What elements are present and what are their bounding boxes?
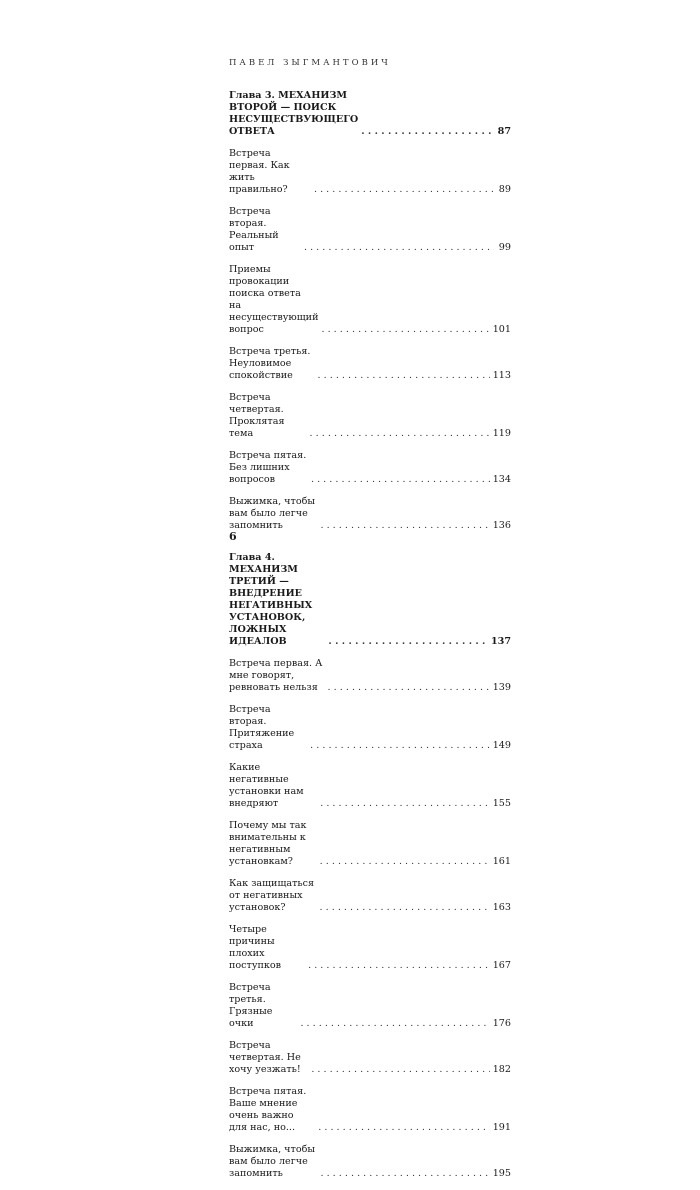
toc-entry-line: Встреча первая. А мне говорят, ревновать нельзя — [229, 658, 323, 693]
toc-entry-title — [229, 206, 301, 254]
toc-entry — [229, 450, 511, 486]
leader-dots — [300, 1018, 489, 1030]
toc-page-number: 155 — [492, 798, 511, 809]
toc-entry-title — [229, 90, 358, 138]
leader-dots — [320, 1168, 489, 1180]
leader-dots — [304, 242, 494, 254]
leader-dots — [361, 126, 494, 138]
leader-dots — [318, 1122, 489, 1134]
leader-dots — [328, 682, 490, 694]
toc-entry-title — [229, 878, 317, 914]
leader-dots — [320, 798, 489, 810]
leader-dots — [320, 520, 489, 532]
leader-dots — [310, 428, 490, 440]
toc-entry-line: Встреча третья. Неуловимое спокойствие — [229, 346, 311, 381]
leader-dots — [320, 902, 490, 914]
toc-entry-line: Приемы провокации поиска ответа — [229, 264, 301, 299]
leader-dots — [311, 1064, 489, 1076]
toc-page-number: 134 — [492, 474, 511, 485]
toc-entry — [229, 1144, 511, 1180]
toc-entry-title — [229, 658, 325, 694]
toc-entry-line: Встреча пятая. Ваше мнение очень важно — [229, 1086, 307, 1121]
toc-chapter-heading — [229, 552, 511, 648]
toc-entry-line: установкам? — [229, 856, 293, 867]
toc-page-number: 87 — [497, 126, 511, 137]
toc-section — [229, 552, 511, 1180]
toc-entry-line: Как защищаться от негативных установок? — [229, 878, 315, 913]
toc-page-number: 99 — [498, 242, 511, 253]
toc-entry-line: Четыре причины плохих поступков — [229, 924, 282, 971]
toc-entry-line: Встреча четвертая. Не хочу уезжать! — [229, 1040, 301, 1075]
toc-entry-title — [229, 762, 317, 810]
toc-page-number: 101 — [492, 324, 511, 335]
toc-page-number: 149 — [492, 740, 511, 751]
leader-dots — [308, 960, 490, 972]
toc-page-number: 113 — [492, 370, 511, 381]
toc-entry — [229, 496, 511, 532]
toc-page-number: 137 — [490, 636, 511, 647]
toc-page-number: 182 — [492, 1064, 511, 1075]
toc-entry — [229, 762, 511, 810]
toc-chapter-heading — [229, 90, 511, 138]
toc-entry-title — [229, 346, 315, 382]
toc-entry-line: Почему мы так внимательны к негативным — [229, 820, 307, 855]
toc-entry — [229, 878, 511, 914]
toc-entry-title — [229, 148, 311, 196]
leader-dots — [310, 740, 490, 752]
table-of-contents — [229, 90, 511, 1190]
toc-entry-line: НЕГАТИВНЫХ УСТАНОВОК, ЛОЖНЫХ ИДЕАЛОВ — [229, 600, 313, 647]
toc-page-number: 136 — [492, 520, 511, 531]
toc-entry-title — [229, 552, 325, 648]
toc-page-number: 89 — [498, 184, 511, 195]
toc-section — [229, 90, 511, 532]
toc-entry-line: Встреча третья. Грязные очки — [229, 982, 273, 1029]
toc-entry-title — [229, 924, 305, 972]
toc-entry-title — [229, 450, 308, 486]
leader-dots — [318, 370, 490, 382]
toc-entry-line: Встреча первая. Как жить правильно? — [229, 148, 290, 195]
toc-entry — [229, 264, 511, 336]
leader-dots — [328, 636, 488, 648]
toc-entry-line: Встреча четвертая. Проклятая тема — [229, 392, 285, 439]
toc-entry-line: Выжимка, чтобы вам было легче запомнить — [229, 496, 316, 531]
toc-entry — [229, 1040, 511, 1076]
toc-entry-title — [229, 264, 318, 336]
toc-entry-title — [229, 1144, 317, 1180]
toc-entry-title — [229, 496, 317, 532]
toc-entry-line: Встреча вторая. Притяжение страха — [229, 704, 295, 751]
toc-entry-line: на несуществующий вопрос — [229, 300, 319, 335]
toc-entry-line: Глава 3. МЕХАНИЗМ ВТОРОЙ — ПОИСК — [229, 90, 348, 113]
toc-entry-title — [229, 820, 317, 868]
toc-page-number: 119 — [492, 428, 511, 439]
toc-entry-line: для нас, но... — [229, 1122, 296, 1133]
toc-entry-title — [229, 392, 307, 440]
toc-entry — [229, 982, 511, 1030]
toc-entry-line: Выжимка, чтобы вам было легче запомнить — [229, 1144, 316, 1179]
toc-entry-line: НЕСУЩЕСТВУЮЩЕГО ОТВЕТА — [229, 114, 359, 137]
toc-entry — [229, 392, 511, 440]
toc-entry-title — [229, 704, 307, 752]
toc-page-number: 191 — [492, 1122, 511, 1133]
toc-page-number: 195 — [492, 1168, 511, 1179]
leader-dots — [321, 324, 489, 336]
toc-entry-line: Какие негативные установки нам внедряют — [229, 762, 304, 809]
leader-dots — [311, 474, 490, 486]
toc-entry-line: Встреча пятая. Без лишних вопросов — [229, 450, 307, 485]
toc-entry-title — [229, 1086, 315, 1134]
toc-entry — [229, 658, 511, 694]
running-head: ПАВЕЛ ЗЫГМАНТОВИЧ — [229, 58, 391, 68]
toc-page-number: 176 — [492, 1018, 511, 1029]
toc-entry — [229, 206, 511, 254]
toc-page-number: 163 — [492, 902, 511, 913]
toc-entry-line: Глава 4. МЕХАНИЗМ ТРЕТИЙ — ВНЕДРЕНИЕ — [229, 552, 302, 599]
leader-dots — [320, 856, 490, 868]
toc-entry — [229, 346, 511, 382]
toc-entry — [229, 148, 511, 196]
toc-entry — [229, 924, 511, 972]
toc-entry — [229, 1086, 511, 1134]
page-number: 6 — [229, 530, 237, 543]
toc-entry — [229, 704, 511, 752]
toc-page-number: 161 — [492, 856, 511, 867]
leader-dots — [314, 184, 494, 196]
toc-entry-title — [229, 982, 297, 1030]
toc-entry — [229, 820, 511, 868]
toc-entry-title — [229, 1040, 308, 1076]
toc-entry-line: Встреча вторая. Реальный опыт — [229, 206, 279, 253]
toc-page-number: 167 — [492, 960, 511, 971]
toc-page-number: 139 — [492, 682, 511, 693]
